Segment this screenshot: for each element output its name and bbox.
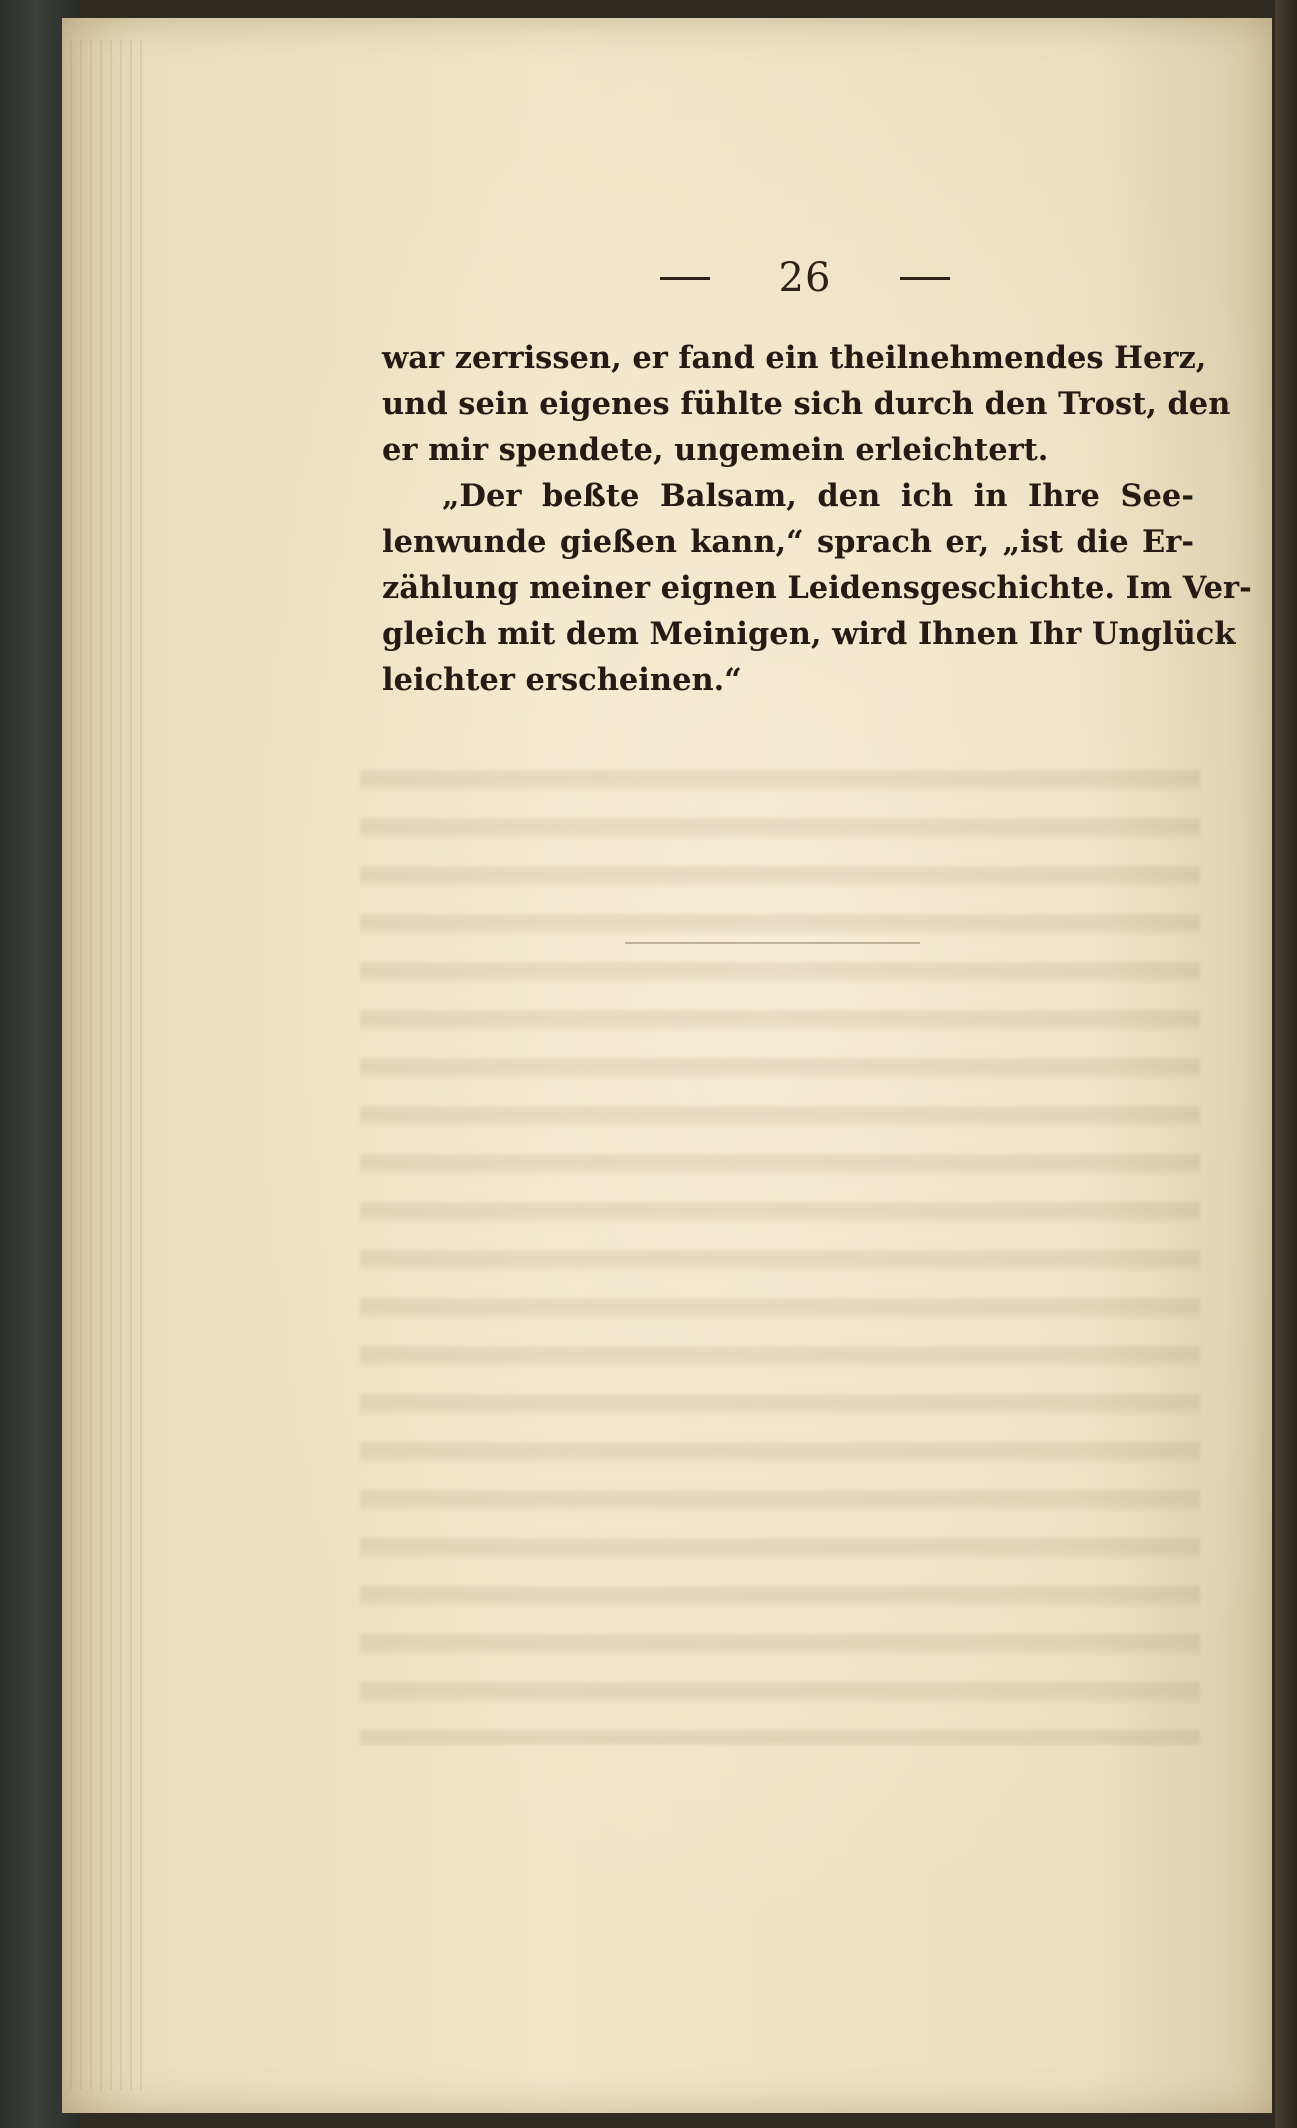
page-edges — [62, 40, 142, 2090]
text-line: zählung meiner eignen Leidensgeschichte. Im Ver- — [382, 570, 1252, 606]
text-line: er mir spendete, ungemein erleichtert. — [382, 432, 1049, 468]
text-line: „Der beßte Balsam, den ich in Ihre See- — [442, 478, 1194, 514]
header-dash-right — [900, 277, 950, 280]
text-line: war zerrissen, er fand ein theilnehmendes Herz, — [382, 340, 1207, 376]
text-line: lenwunde gießen kann,“ sprach er, „ist die Er- — [382, 524, 1194, 560]
book-cover-right — [1275, 0, 1297, 2128]
text-line: und sein eigenes fühlte sich durch den Trost, den — [382, 386, 1231, 422]
page-number: 26 — [778, 255, 832, 301]
body-text — [382, 335, 1252, 703]
text-line: gleich mit dem Meinigen, wird Ihnen Ihr Unglück — [382, 616, 1236, 652]
show-through-rule — [625, 942, 920, 944]
text-line: leichter erscheinen.“ — [382, 662, 742, 698]
show-through-text — [360, 745, 1200, 1745]
header-dash-left — [660, 277, 710, 280]
page-header — [660, 248, 950, 308]
